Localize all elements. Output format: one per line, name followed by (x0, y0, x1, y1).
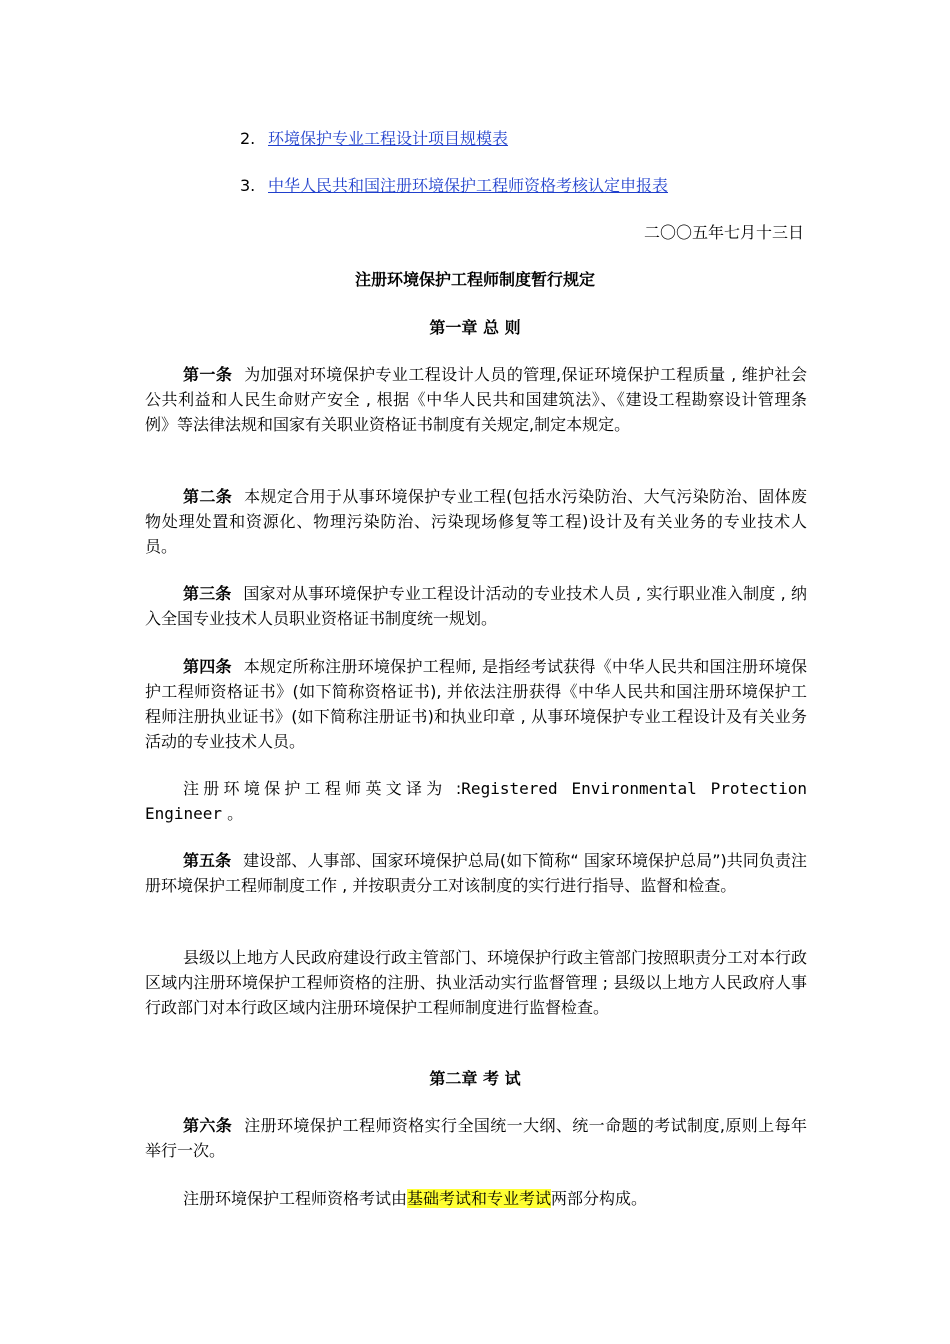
article-text: 建设部、人事部、国家环境保护总局(如下简称“ 国家环境保护总局”)共同负责注册环境保护工程师制度工作 , 并按职责分工对该制度的实行进行指导、监督和检查。 (145, 851, 807, 895)
article-text: 本规定所称注册环境保护工程师, 是指经考试获得《中华人民共和国注册环境保护工程师资格证书》(如下简称资格证书), 并依法注册获得《中华人民共和国注册环境保护工程师注册执业证书》(如下简称注册证书)和执业印章 , 从事环境保护专业工程设计及有关业务活动的专业技术人员。 (145, 657, 807, 751)
attachment-number: 2. (240, 129, 256, 148)
attachment-item (240, 128, 508, 150)
article-4 (145, 654, 807, 754)
article-label: 第一条 (183, 365, 233, 384)
article-5 (145, 848, 807, 898)
english-name-suffix: 。 (222, 804, 244, 823)
chapter-heading-2: 第二章 考 试 (429, 1069, 521, 1088)
english-name-paragraph (145, 776, 807, 826)
chapter-heading-1: 第一章 总 则 (429, 318, 521, 337)
document-date: 二〇〇五年七月十三日 (643, 223, 804, 242)
article-label: 第四条 (183, 657, 232, 676)
exam-prefix: 注册环境保护工程师资格考试由 (183, 1189, 408, 1208)
article-1 (145, 362, 807, 437)
english-name-prefix: 注册环境保护工程师英文译为 : (183, 779, 462, 798)
article-6 (145, 1113, 807, 1163)
highlighted-text: 基础考试和专业考试 (407, 1189, 552, 1208)
document-title: 注册环境保护工程师制度暂行规定 (354, 270, 595, 289)
attachment-link-application-form[interactable]: 中华人民共和国注册环境保护工程师资格考核认定申报表 (268, 176, 669, 195)
attachment-item (240, 175, 668, 197)
article-label: 第六条 (183, 1116, 233, 1135)
article-text: 为加强对环境保护专业工程设计人员的管理,保证环境保护工程质量 , 维护社会公共利益和人民生命财产安全 , 根据《中华人民共和国建筑法》、《建设工程勘察设计管理条例》等法律法规和国家有关职业资格证书制度有关规定,制定本规定。 (145, 365, 807, 434)
article-label: 第三条 (183, 584, 232, 603)
english-name: Registered Environmental Protection Engineer (145, 779, 807, 823)
attachment-number: 3. (240, 176, 256, 195)
article-5-paragraph-2: 县级以上地方人民政府建设行政主管部门、环境保护行政主管部门按照职责分工对本行政区域内注册环境保护工程师资格的注册、执业活动实行监督管理 ; 县级以上地方人民政府人事行政部门对本行政区域内注册环境保护工程师制度进行监督检查。 (145, 948, 808, 1017)
article-2 (145, 484, 807, 559)
exam-suffix: 两部分构成。 (551, 1189, 648, 1208)
attachment-link-project-scale[interactable]: 环境保护专业工程设计项目规模表 (268, 129, 509, 148)
article-text: 国家对从事环境保护专业工程设计活动的专业技术人员 , 实行职业准入制度 , 纳入全国专业技术人员职业资格证书制度统一规划。 (145, 584, 807, 628)
article-label: 第五条 (183, 851, 232, 870)
article-text: 注册环境保护工程师资格实行全国统一大纲、统一命题的考试制度,原则上每年举行一次。 (145, 1116, 807, 1160)
exam-composition-paragraph (145, 1186, 807, 1211)
article-3 (145, 581, 807, 631)
article-text: 本规定合用于从事环境保护专业工程(包括水污染防治、大气污染防治、固体废物处理处置和资源化、物理污染防治、污染现场修复等工程)设计及有关业务的专业技术人员。 (145, 487, 807, 556)
article-label: 第二条 (183, 487, 233, 506)
